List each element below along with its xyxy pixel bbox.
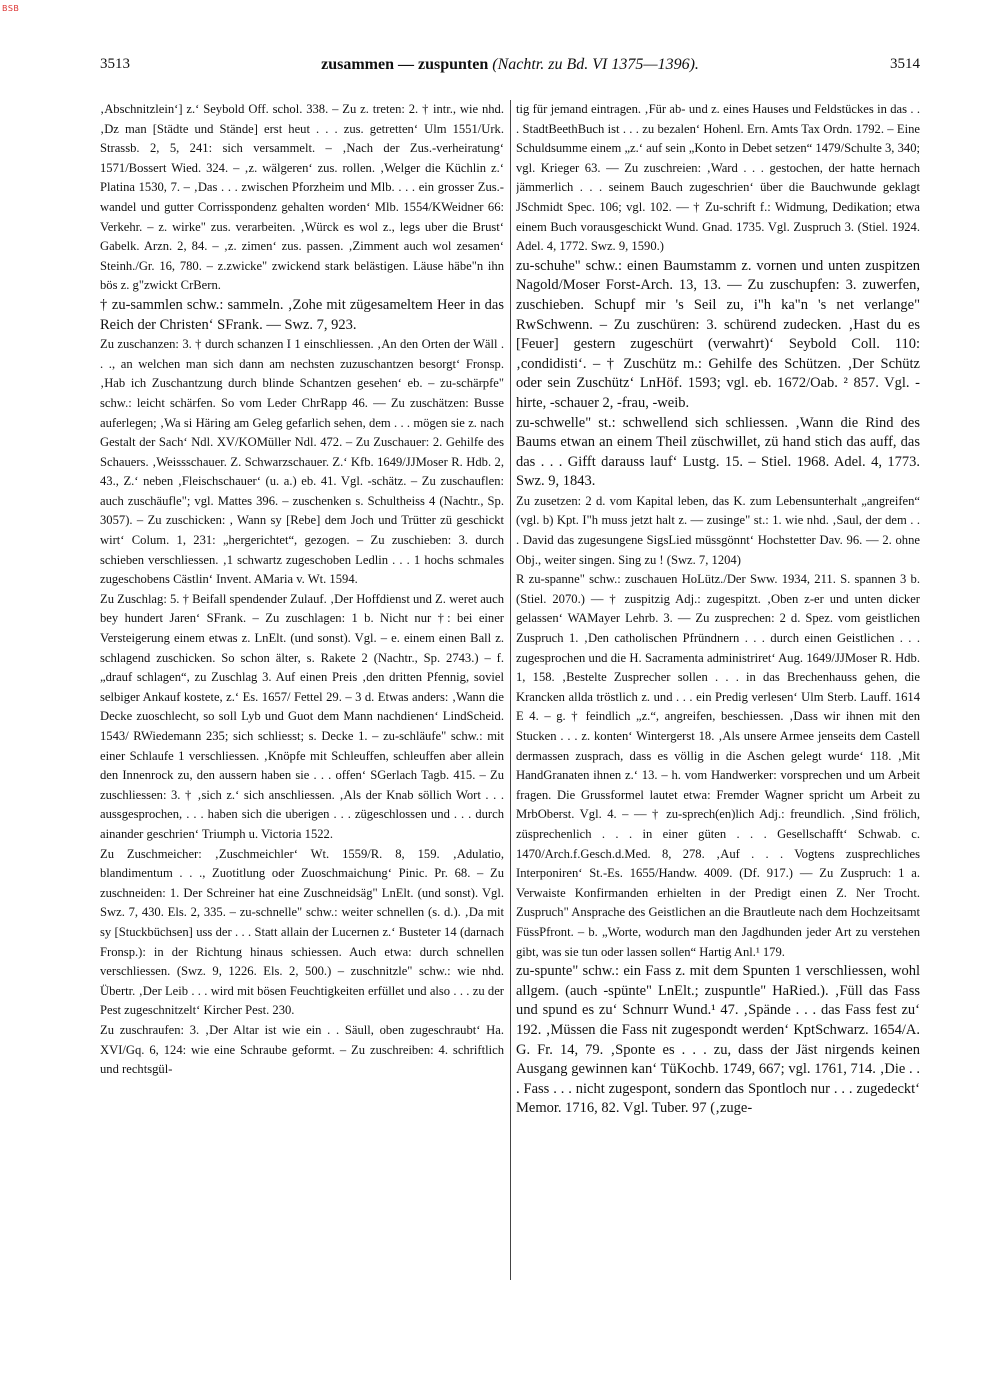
entry-paragraph: Zu Zuschlag: 5. † Beifall spendender Zulauf. ‚Der Hoffdienst und Z. weret auch bey hundert Jaren‘ SFrank. – Zu zuschlagen: 1 b. Nicht nur †: bei einer Versteigerung einem etwas z. LnElt. (und sonst). Vgl. – e. einem einen Ball z. schlagend zuschicken. So schon älter, s. Rakete 2 (Nachtr., Sp. 2743.) – f. „drauf schlagen“, zu Zuschlag 3. Auf einen Preis ‚den dritten Pfennig, soviel selbiger Ankauf kostete, z.‘ Es. 1657/ Fettel 29. – 3 d. Etwas anders: ‚Wann die Decke zuoschlecht, so soll Lyb und Guot dem Mann nachdienen‘ LindScheid. 1543/ RWiedemann 235; sich schliesst; s. Decke 1. – zu-schläufe" schw.: mit einer Schlaufe 1 verschliessen. ‚Knöpfe mit Schleuffen, schleuffen aber allein den Innenrock zu, den aussern haben sie . . . offen‘ SGerlach Tagb. 415. – Zu zuschliessen: 3. † ‚sich z.‘ sich anschliessen. ‚Als der Knab söllich Wort . . . aussgesprochen, . . . haben sich die uberigen . . . zügeschlossen und . . . durch ainander geschrien‘ Triumph u. Victoria 1522. [100,591,504,841]
page-number-left: 3513 [100,56,130,72]
entry-paragraph: Zu zusetzen: 2 d. vom Kapital leben, das K. zum Lebensunterhalt „angreifen“ (vgl. b) Kpt. I"h muss jetzt halt z. — zusinge" st.: 1. wie nhd. ‚Saul, der dem . . . David das zugesungene SigsLied müssgönnt‘ Hochstetter Dav. 96. — 2. ohne Obj., weiter singen. Sing zu ! (Swz. 7, 1204) [516,493,920,567]
entry-paragraph: zu-schuhe" schw.: einen Baumstamm z. vornen und unten zuspitzen Nagold/Moser Forst-Arch. 13, 13. — Zu zuschupfen: 3. zuwerfen, zuschieben. Schupf mir 's Seil zu, i"h ka"n 's net verlange" RwSchwenn. – Zu zuschüren: 3. schürend zudecken. ‚Hast du es [Feuer] gestern zugeschürt (verwahrt)‘ Seybold Coll. 110: ‚condidisti‘. – † Zuschütz m.: Gehilfe des Schützen. ‚Der Schütz oder sein Zuschütz‘ LnHöf. 1593; vgl. eb. 1672/Oab. ² 857. Vgl. -hirte, -schauer 2, -frau, -weib. [516,257,920,411]
entry-paragraph: † zu-sammlen schw.: sammeln. ‚Zohe mit zügesameltem Heer in das Reich der Christen‘ SFrank. — Swz. 7, 923. [100,296,504,333]
column-divider [510,100,511,1280]
entry-paragraph: Zu zuschanzen: 3. † durch schanzen I 1 einschliessen. ‚An den Orten der Wäll . . ., an welchen man sich dann am nechsten zuzuschantzen besorgt‘ Fronsp. ‚Hab ich Zuschantzung durch blinde Schantzen gesehen‘ eb. – zu-schärpfe" schw.: leicht schärfen. So vom Leder ChrRapp 46. — Zu zuschätzen: Busse auferlegen; ‚Wa si Häring am Geleg gefarlich sehen, dem . . . mögen sie z. nach Gestalt der Sach‘ Ndl. XV/KOMüller Ndl. 472. – Zu Zuschauer: 2. Gehilfe des Schauers. ‚Weissschauer. Z. Schwarzschauer. Z.‘ Kfb. 1649/JJMoser R. Hdb. 2, 43., Z.‘ neben ‚Fleischschauer‘ (u. a.) eb. 41. Vgl. -schätz. – Zu zuschauflen: auch zuschäufle"; vgl. Mattes 396. – zuschenken s. Schultheiss 4 (Nachtr., Sp. 3057). – Zu zuschicken: , Wann sy [Rebe] dem Joch und Trütter zü geschickt wirt‘ Colum. 1, 231: „hergerichtet“, gezogen. – Zu zuschieben: 3. durch schieben verschliessen. ‚1 schwartz zugeschoben Ledlin . . . 1 hochs schmales zugeschobens Cästlin‘ Invent. AMaria v. Wt. 1594. [100,337,504,587]
running-header [100,56,920,82]
entry-paragraph: R zu-spanne" schw.: zuschauen HoLütz./Der Sww. 1934, 211. S. spannen 3 b. (Stiel. 2070.) — † zuspitzig Adj.: zugespitzt. ‚Oben z-er und unten dicker gelassen‘ WAMayer Lehrb. 3. — Zu zusprechen: 2 d. Spez. vom geistlichen Zuspruch 1. ‚Den catholischen Pfründnern . . . durch einen Geistlichen . . . zugesprochen und die H. Sacramenta administriret‘ Aug. 1649/JJMoser R. Hdb. 1, 158. ‚Bestelte Zusprecher sollen . . . in das Brechenhauss gehen, die Krancken allda tröstlich z. und . . . ein Predig verlesen‘ Ulm Sterb. Lauff. 1614 E 4. – g. † feindlich „z.“, angreifen, beschiessen. ‚Dass wir ihnen mit den Stucken . . . z. konten‘ Wintergerst 18. ‚Als unsere Armee jenseits dem Castell dermassen zusprach, dass es völlig in die Aschen gelegt wurde‘ 118. ‚Mit HandGranaten ihnen z.‘ 13. – h. vom Handwerker: vorsprechen und um Arbeit fragen. Die Grussformel lautet etwa: Fremder Wagner spricht um Arbeit zu MrbOberst. Vgl. 4. – — † zu-sprech(en)lich Adj.: freundlich. ‚Sind frölich, züsprechenlich . . . in einer güten . . . Gesellschafft‘ Schwab. c. 1470/Arch.f.Gesch.d.Med. 8, 278. ‚Auf . . . Vogtens zusprechliches Interponiren‘ St.-Es. 1655/Handw. 4009. (Df. 917.) — Zu Zuspruch: 1 a. Verwaiste Konfirmanden erhielten in der Predigt einen Z. Ner Trocht. Zuspruch" Ansprache des Geistlichen an die Brautleute nach dem Hochzeitsamt FüssPfront. – b. „Worte, wodurch man den Jagdhunden jeder Art zu verstehen gibt, was sie tun oder lassen sollen“ Hartig Anl.¹ 179. [516,572,920,959]
title-main: zusammen — zuspunten [321,56,489,73]
entry-paragraph: zu-spunte" schw.: ein Fass z. mit dem Spunten 1 verschliessen, wohl allgem. (auch -spünte" LnElt.; zuspuntle" HaRied.). ‚Füll das Fass und spund es zu‘ Schnurr Wund.¹ 47. ‚Spände . . . das Fass fest zu‘ 192. ‚Müssen die Fass nit zugespondt werden‘ KptSchwarz. 1654/A. G. Fr. 14, 79. ‚Sponte es . . . zu, dass der Jäst nirgends keinen Ausgang gewinnen kan‘ TüKochb. 1749, 667; vgl. 1761, 714. ‚Die . . . Fass . . . nicht zugespont, sondern das Spontloch nur . . . zugedeckt‘ Memor. 1716, 82. Vgl. Tuber. 97 (‚zuge- [516,963,920,1117]
entry-paragraph: tig für jemand eintragen. ‚Für ab- und z. eines Hauses und Feldstückes in das . . . StadtBeethBuch ist . . . zu bezalen‘ Hohenl. Ern. Amts Tax Ordn. 1792. – Eine Schuldsumme einem „z.‘ auf sein „Konto in Debet setzen“ 1479/Schulte 3, 340; vgl. Krieger 63. — Zu zuschreien: ‚Ward . . . gestochen, der hatte hernach jämmerlich . . . seinem Bauch zugeschrien‘ über die Bauchwunde geklagt JSchmidt Spec. 106; vgl. 102. — † Zu-schrift f.: Widmung, Dedikation; etwa einem Buch vorausgeschickt Wund. Gnad. 1735. Vgl. Zuspruch 3. (Stiel. 1924. Adel. 4, 1772. Swz. 9, 1590.) [516,102,920,254]
page-number-right: 3514 [890,56,920,72]
entry-paragraph: ‚Abschnitzlein‘] z.‘ Seybold Off. schol. 338. – Zu z. treten: 2. † intr., wie nhd. ‚Dz man [Städte und Stände] erst heut . . . zus. getretten‘ Ulm 1551/Urk. Strassb. 2, 5, 241: sich versammelt. – ‚Nach der Zus.-verheiratung‘ 1571/Bossert Wied. 324. – ‚z. wälgeren‘ zus. rollen. ‚Welger die Küchlin z.‘ Platina 1530, 7. – ‚Das . . . zwischen Pforzheim und Mlb. . . . ein grosser Zus.-wandel und gutter Corrisspondenz gehalten worden‘ Mlb. 1554/KWeidner 66: Verkehr. – z. wirke" zus. verarbeiten. ‚Würck es wol z., legs uber die Brust‘ Gabelk. Arzn. 2, 84. – ‚z. zimen‘ zus. passen. ‚Zimment auch wol zesamen‘ Steinh./Gr. 16, 780. – z.zwicke" zwickend stark belästigen. Läuse häbe"n ihn bös z. g"zwickt CrBern. [100,102,504,293]
entry-paragraph: Zu Zuschmeicher: ‚Zuschmeichler‘ Wt. 1559/R. 8, 159. ‚Adulatio, blandimentum . . ., Zuotitlung oder Zuoschmaichung‘ Pinic. Pr. 68. – Zu zuschneiden: 1. Der Schreiner hat eine Zuschneidsäg" LnElt. (und sonst). Vgl. Swz. 7, 430. Els. 2, 335. – zu-schnelle" schw.: weiter schnellen (s. d.). ‚Da mit sy [Stuckbüchsen] uss der . . . Statt allain der Lucernen z.‘ Busteter 14 (darnach Fronsp.): in der Richtung hinaus schiessen. Auch etwa: durch schnellen verschliessen. (Swz. 9, 1226. Els. 2, 500.) – zuschnitzle" schw.: wie nhd. Übertr. ‚Der Leib . . . wird mit bösen Feuchtigkeiten erfüllet und also . . . zu der Pest zugeschnitzelt‘ Kircher Pest. 230. [100,846,504,1018]
left-column [100,100,504,1285]
running-title [100,56,920,74]
entry-paragraph: zu-schwelle" st.: schwellend sich schliessen. ‚Wann die Rind des Baums etwan an einem Theil züschwillet, zü hand stich das auff, das das . . . Gifft darauss lauf‘ Lustg. 15. – Stiel. 1968. Adel. 4, 1773. Swz. 9, 1843. [516,414,920,490]
library-stamp: BSB [2,4,20,13]
title-reference: (Nachtr. zu Bd. VI 1375—1396). [492,56,699,73]
right-column [516,100,920,1285]
entry-paragraph: Zu zuschraufen: 3. ‚Der Altar ist wie ein . . Säull, oben zugeschraubt‘ Ha. XVI/Gq. 6, 124: wie eine Schraube geformt. – Zu zuschreiben: 4. schriftlich und rechtsgül- [100,1022,504,1077]
